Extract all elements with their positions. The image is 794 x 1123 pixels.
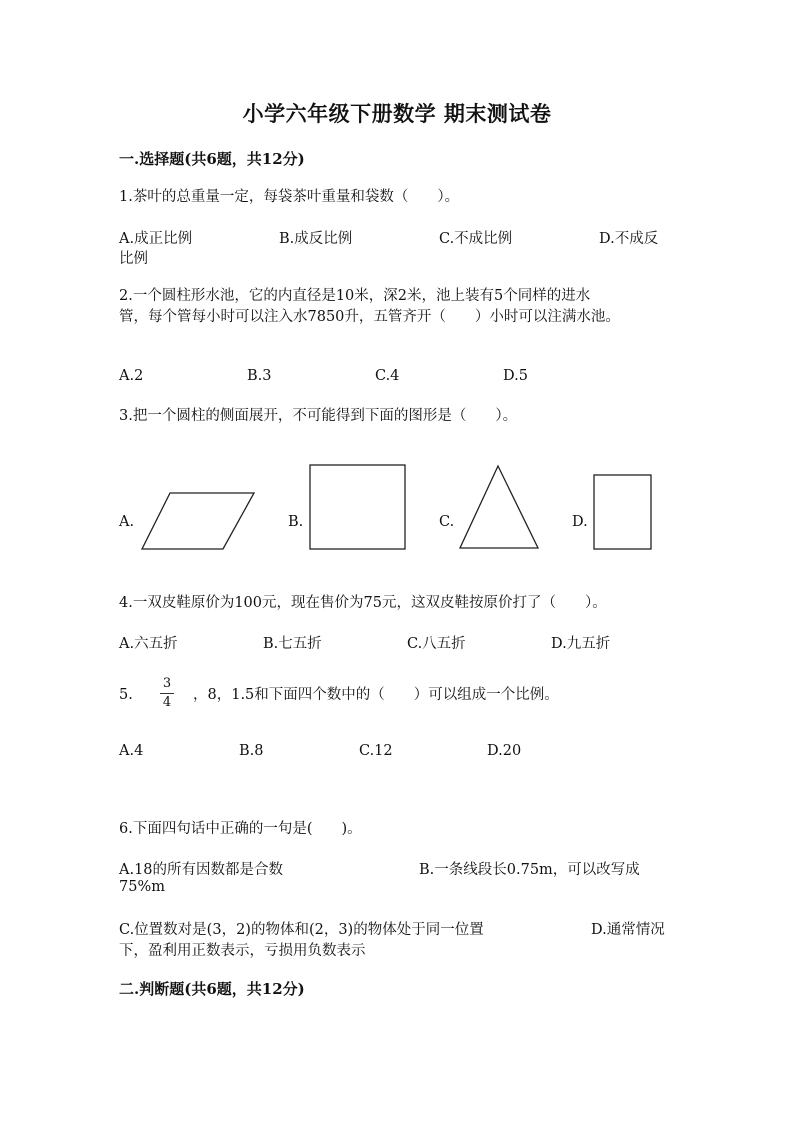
section-heading-choice: 一.选择题(共6题，共12分)	[119, 150, 305, 168]
question-5-option-a: A.4	[119, 743, 144, 759]
question-6-option-b: B.一条线段长0.75m，可以改写成	[419, 862, 640, 878]
question-6-option-d-wrap: 下，盈利用正数表示，亏损用负数表示	[119, 943, 366, 959]
question-6-option-d: D.通常情况	[591, 922, 665, 938]
question-4-option-b: B.七五折	[263, 636, 322, 652]
triangle-figure	[458, 464, 540, 550]
question-5-option-d: D.20	[487, 743, 522, 759]
question-5-stem: ，8，1.5和下面四个数中的（ ）可以组成一个比例。	[193, 687, 559, 703]
question-4-option-a: A.六五折	[119, 636, 178, 652]
question-3-option-a: A.	[119, 514, 135, 530]
question-6-option-c: C.位置数对是(3，2)的物体和(2，3)的物体处于同一位置	[119, 922, 484, 938]
parallelogram-figure	[140, 492, 256, 552]
question-3-stem: 3.把一个圆柱的侧面展开，不可能得到下面的图形是（ ）。	[119, 408, 518, 424]
page-title: 小学六年级下册数学 期末测试卷	[242, 101, 552, 126]
question-6-option-b-wrap: 75%m	[119, 879, 165, 895]
question-1-option-d-wrap: 比例	[119, 251, 148, 267]
question-3-option-d: D.	[572, 514, 588, 530]
fraction-numerator: 3	[162, 676, 172, 691]
question-6-stem: 6.下面四句话中正确的一句是( )。	[119, 821, 362, 837]
question-1-option-c: C.不成比例	[439, 231, 513, 247]
fraction-three-quarters	[160, 676, 174, 711]
question-5-number: 5.	[119, 687, 133, 703]
question-4-stem: 4.一双皮鞋原价为100元，现在售价为75元，这双皮鞋按原价打了（ ）。	[119, 595, 607, 611]
question-3-option-c: C.	[439, 514, 455, 530]
question-6-option-a: A.18的所有因数都是合数	[119, 862, 284, 878]
rectangle-figure	[593, 474, 653, 550]
question-1-stem: 1.茶叶的总重量一定，每袋茶叶重量和袋数（ ）。	[119, 189, 460, 205]
question-2-stem-line1: 2.一个圆柱形水池，它的内直径是10米，深2米，池上装有5个同样的进水	[119, 288, 591, 304]
section-heading-judgement: 二.判断题(共6题，共12分)	[119, 980, 305, 998]
question-1-option-d: D.不成反	[599, 231, 659, 247]
question-1-option-a: A.成正比例	[119, 231, 193, 247]
question-2-option-c: C.4	[375, 368, 400, 384]
question-4-option-d: D.九五折	[551, 636, 611, 652]
question-1-option-b: B.成反比例	[279, 231, 353, 247]
question-5-option-b: B.8	[239, 743, 264, 759]
question-2-option-b: B.3	[247, 368, 272, 384]
square-figure	[309, 464, 407, 550]
fraction-denominator: 4	[162, 695, 172, 710]
question-2-option-a: A.2	[119, 368, 144, 384]
question-3-option-b: B.	[288, 514, 304, 530]
question-2-stem-line2: 管，每个管每小时可以注入水7850升，五管齐开（ ）小时可以注满水池。	[119, 309, 620, 325]
question-2-option-d: D.5	[503, 368, 528, 384]
fraction-bar	[160, 693, 174, 694]
question-5-option-c: C.12	[359, 743, 393, 759]
question-4-option-c: C.八五折	[407, 636, 466, 652]
